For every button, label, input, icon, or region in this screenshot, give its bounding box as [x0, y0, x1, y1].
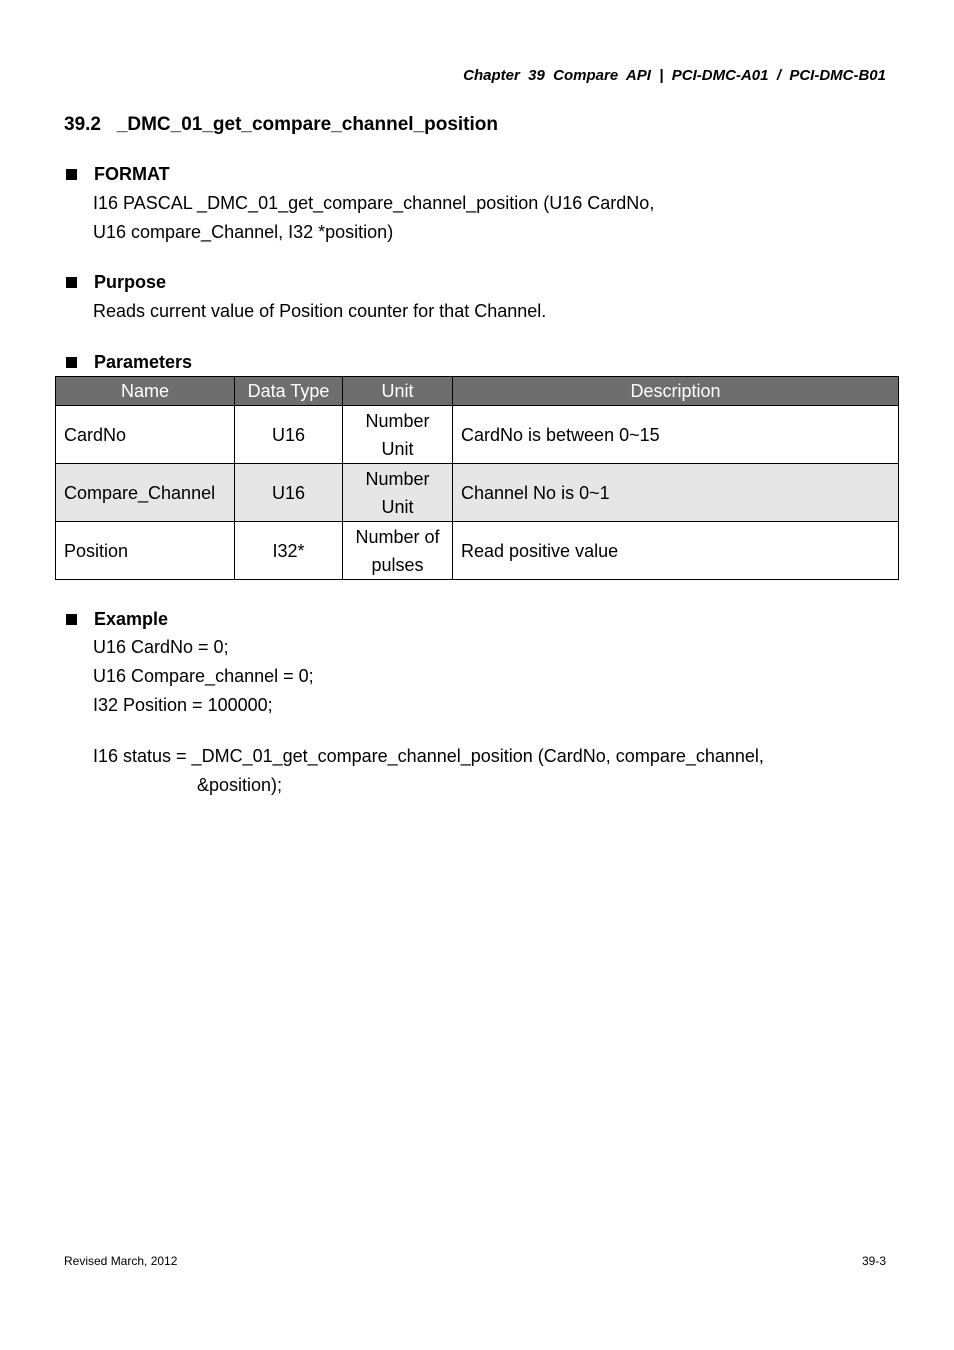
footer-revised: Revised March, 2012	[64, 1254, 178, 1268]
format-heading	[64, 162, 654, 186]
param-type: U16	[235, 464, 343, 522]
example-call-line: I16 status = _DMC_01_get_compare_channel_position (CardNo, compare_channel,	[93, 746, 764, 766]
bullet-square-icon	[66, 277, 77, 288]
table-row	[56, 522, 899, 580]
example-code-line: U16 Compare_channel = 0;	[93, 666, 314, 686]
param-unit	[343, 464, 453, 522]
parameters-heading	[64, 350, 192, 374]
format-line: I16 PASCAL _DMC_01_get_compare_channel_position (U16 CardNo,	[93, 193, 655, 213]
example-code-line: I32 Position = 100000;	[93, 695, 273, 715]
param-description: CardNo is between 0~15	[453, 406, 899, 464]
param-unit	[343, 406, 453, 464]
table-row	[56, 406, 899, 464]
param-unit-line: Number	[365, 468, 430, 489]
bullet-square-icon	[66, 357, 77, 368]
table-row	[56, 464, 899, 522]
param-unit	[343, 522, 453, 580]
parameters-heading-label: Parameters	[94, 351, 193, 372]
param-unit-line: Number	[365, 410, 430, 431]
example-heading-label: Example	[94, 608, 169, 629]
param-unit-line: Unit	[381, 496, 414, 517]
example-call-continuation: &position);	[197, 775, 283, 795]
format-section	[64, 162, 654, 247]
param-description: Channel No is 0~1	[453, 464, 899, 522]
param-name: CardNo	[56, 406, 235, 464]
bullet-square-icon	[66, 614, 77, 625]
param-type: I32*	[235, 522, 343, 580]
param-type: U16	[235, 406, 343, 464]
example-heading	[64, 607, 764, 631]
purpose-text: Reads current value of Position counter for that Channel.	[93, 301, 547, 321]
param-unit-line: pulses	[371, 554, 424, 575]
bullet-square-icon	[66, 169, 77, 180]
format-heading-label: FORMAT	[94, 163, 170, 184]
example-section	[64, 607, 764, 800]
param-unit-line: Unit	[381, 438, 414, 459]
column-header-data-type: Data Type	[235, 377, 343, 406]
param-description: Read positive value	[453, 522, 899, 580]
column-header-unit: Unit	[343, 377, 453, 406]
format-line: U16 compare_Channel, I32 *position)	[93, 222, 394, 242]
param-unit-line: Number of	[355, 526, 440, 547]
purpose-section	[64, 270, 546, 326]
column-header-description: Description	[453, 377, 899, 406]
example-code-line: U16 CardNo = 0;	[93, 637, 229, 657]
param-name: Compare_Channel	[56, 464, 235, 522]
column-header-name: Name	[56, 377, 235, 406]
footer-page-number: 39-3	[861, 1254, 886, 1268]
parameters-table	[55, 376, 899, 580]
chapter-header: Chapter 39 Compare API | PCI-DMC-A01 / PCI-DMC-B01	[463, 67, 886, 84]
parameters-section	[64, 350, 192, 374]
param-name: Position	[56, 522, 235, 580]
section-title: 39.2 _DMC_01_get_compare_channel_position	[64, 114, 498, 135]
purpose-heading	[64, 270, 546, 294]
table-header-row	[56, 377, 899, 406]
purpose-heading-label: Purpose	[94, 271, 167, 292]
